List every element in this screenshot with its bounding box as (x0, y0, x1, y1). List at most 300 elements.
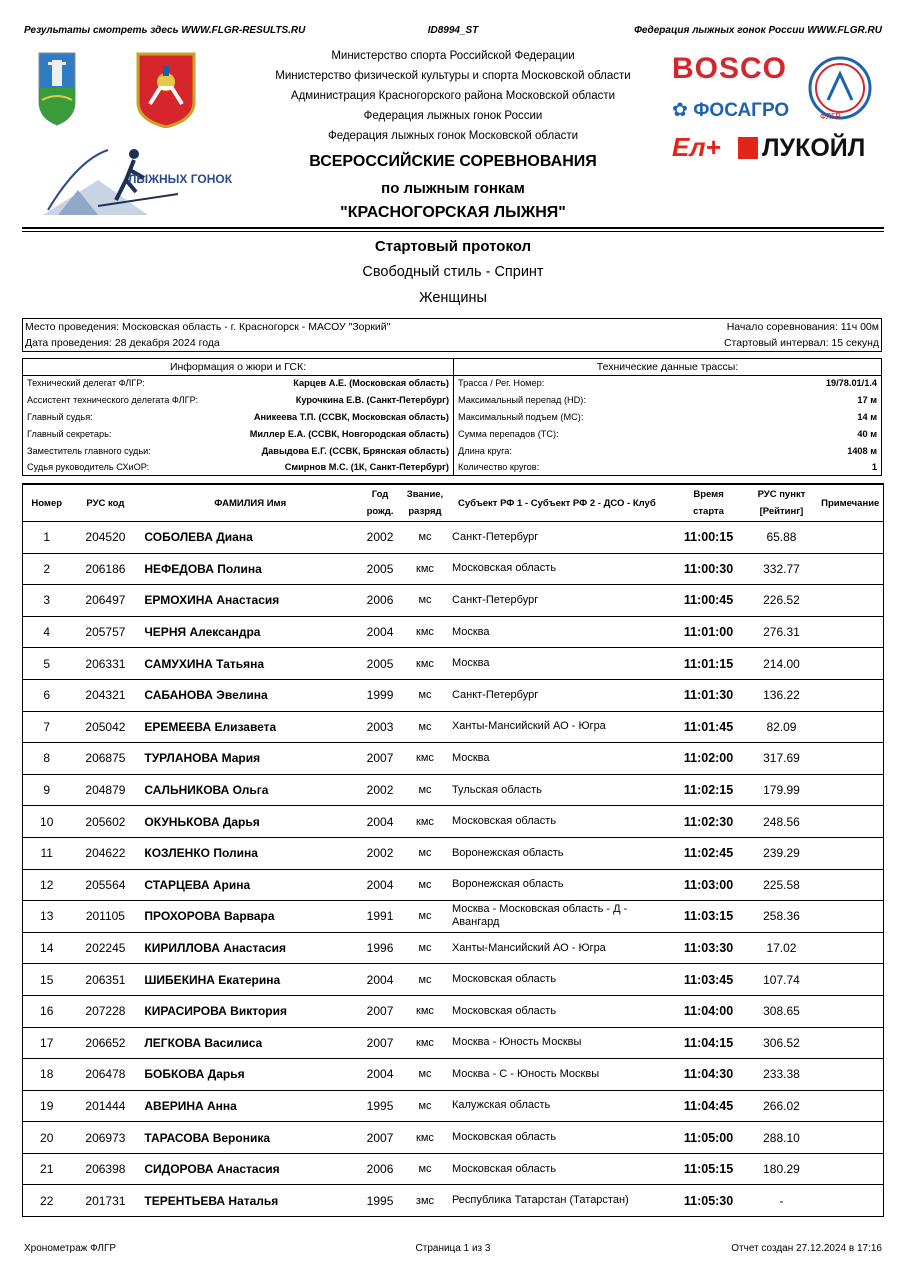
start-time: 11:00:15 (672, 522, 746, 554)
table-header-row (23, 484, 884, 522)
rus-points: 317.69 (746, 743, 818, 775)
venue-info (22, 318, 882, 352)
athlete-name: СИДОРОВА Анастасия (140, 1153, 360, 1185)
jury-role: Технический делегат ФЛГР: (27, 378, 145, 388)
club-region: Московская область (450, 964, 672, 996)
track-param: Трасса / Рег. Номер: (458, 378, 545, 388)
athlete-name: СТАРЦЕВА Арина (140, 869, 360, 901)
page-number: Страница 1 из 3 (415, 1243, 491, 1254)
table-row (23, 1185, 884, 1217)
row-number: 7 (23, 711, 71, 743)
federation-link[interactable]: Федерация лыжных гонок России WWW.FLGR.RU (634, 25, 882, 36)
jury-row (23, 443, 453, 460)
note (817, 743, 883, 775)
table-row (23, 901, 884, 933)
birth-year: 2007 (360, 1027, 400, 1059)
row-number: 3 (23, 585, 71, 617)
track-param: Максимальный подъем (MC): (458, 412, 584, 422)
table-row (23, 743, 884, 775)
note (817, 1027, 883, 1059)
start-time: 11:02:45 (672, 837, 746, 869)
sport-rank: кмс (400, 995, 450, 1027)
row-number: 1 (23, 522, 71, 554)
sport-rank: кмс (400, 743, 450, 775)
sport-rank: мс (400, 1153, 450, 1185)
note (817, 837, 883, 869)
athlete-name: КОЗЛЕНКО Полина (140, 837, 360, 869)
birth-year: 2006 (360, 1153, 400, 1185)
birth-year: 2006 (360, 585, 400, 617)
athlete-name: ЕРМОХИНА Анастасия (140, 585, 360, 617)
rus-code: 207228 (70, 995, 140, 1027)
track-param: Сумма перепадов (TC): (458, 429, 559, 439)
athlete-name: ТАРАСОВА Вероника (140, 1122, 360, 1154)
sport-rank: змс (400, 1185, 450, 1217)
col-points-header (746, 484, 818, 522)
note (817, 774, 883, 806)
table-row (23, 869, 884, 901)
footer-timing: Хронометраж ФЛГР (24, 1243, 117, 1254)
athlete-name: НЕФЕДОВА Полина (140, 553, 360, 585)
sport-rank: кмс (400, 806, 450, 838)
rus-points: 258.36 (746, 901, 818, 933)
track-row (454, 375, 881, 392)
row-number: 20 (23, 1122, 71, 1154)
birth-year: 2004 (360, 869, 400, 901)
rus-points: 65.88 (746, 522, 818, 554)
col-num-header: Номер (23, 484, 71, 522)
birth-year: 2004 (360, 1059, 400, 1091)
start-time: 11:05:00 (672, 1122, 746, 1154)
rus-code: 204879 (70, 774, 140, 806)
rus-code: 206875 (70, 743, 140, 775)
track-row (454, 443, 881, 460)
note (817, 1090, 883, 1122)
birth-year: 1995 (360, 1090, 400, 1122)
track-value: 19/78.01/1.4 (825, 378, 877, 388)
start-time: 11:04:15 (672, 1027, 746, 1059)
row-number: 5 (23, 648, 71, 680)
club-region: Москва (450, 616, 672, 648)
athlete-name: ПРОХОРОВА Варвара (140, 901, 360, 933)
rus-code: 206351 (70, 964, 140, 996)
divider (22, 227, 884, 229)
start-time: 11:04:45 (672, 1090, 746, 1122)
organizer-1: Министерство спорта Российской Федерации (331, 50, 575, 62)
club-region: Тульская область (450, 774, 672, 806)
birth-year: 2004 (360, 964, 400, 996)
jury-person: Смирнов М.С. (1К, Санкт-Петербург) (284, 462, 449, 472)
event-title-1: ВСЕРОССИЙСКИЕ СОРЕВНОВАНИЯ (309, 153, 597, 170)
club-region: Республика Татарстан (Татарстан) (450, 1185, 672, 1217)
club-region: Москва - Юность Москвы (450, 1027, 672, 1059)
start-time: 11:02:00 (672, 743, 746, 775)
jury-row (23, 409, 453, 426)
club-region: Санкт-Петербург (450, 522, 672, 554)
note (817, 806, 883, 838)
col-name-header: ФАМИЛИЯ Имя (140, 484, 360, 522)
rus-code: 206497 (70, 585, 140, 617)
rus-points: 179.99 (746, 774, 818, 806)
row-number: 17 (23, 1027, 71, 1059)
start-time: 11:04:30 (672, 1059, 746, 1091)
row-number: 21 (23, 1153, 71, 1185)
rus-code: 205602 (70, 806, 140, 838)
track-param: Длина круга: (458, 446, 512, 456)
sport-rank: мс (400, 869, 450, 901)
athlete-name: АВЕРИНА Анна (140, 1090, 360, 1122)
sport-rank: мс (400, 964, 450, 996)
club-region: Санкт-Петербург (450, 585, 672, 617)
birth-year: 2003 (360, 711, 400, 743)
rus-points: 226.52 (746, 585, 818, 617)
organizer-2: Министерство физической культуры и спорта Московской области (275, 70, 631, 82)
table-row (23, 522, 884, 554)
sport-rank: мс (400, 774, 450, 806)
track-row (454, 409, 881, 426)
athlete-name: САМУХИНА Татьяна (140, 648, 360, 680)
table-row (23, 616, 884, 648)
club-region: Санкт-Петербург (450, 679, 672, 711)
col-time-header (672, 484, 746, 522)
club-region: Ханты-Мансийский АО - Югра (450, 711, 672, 743)
row-number: 9 (23, 774, 71, 806)
start-time: 11:01:15 (672, 648, 746, 680)
athlete-name: ОКУНЬКОВА Дарья (140, 806, 360, 838)
rus-points: 266.02 (746, 1090, 818, 1122)
rus-code: 201731 (70, 1185, 140, 1217)
start-time: 11:05:15 (672, 1153, 746, 1185)
track-param: Количество кругов: (458, 462, 540, 472)
club-region: Ханты-Мансийский АО - Югра (450, 932, 672, 964)
rus-points: 288.10 (746, 1122, 818, 1154)
sport-rank: кмс (400, 616, 450, 648)
col-time-header-line2: старта (693, 506, 724, 517)
note (817, 553, 883, 585)
club-region: Московская область (450, 553, 672, 585)
rus-code: 206973 (70, 1122, 140, 1154)
club-region: Воронежская область (450, 869, 672, 901)
club-region: Калужская область (450, 1090, 672, 1122)
athlete-name: ЛЕГКОВА Василиса (140, 1027, 360, 1059)
row-number: 12 (23, 869, 71, 901)
rus-points: 233.38 (746, 1059, 818, 1091)
birth-year: 1996 (360, 932, 400, 964)
rus-code: 206186 (70, 553, 140, 585)
rus-points: 107.74 (746, 964, 818, 996)
rus-points: 306.52 (746, 1027, 818, 1059)
note (817, 995, 883, 1027)
table-row (23, 679, 884, 711)
birth-year: 2005 (360, 648, 400, 680)
table-row (23, 1090, 884, 1122)
organizer-3: Администрация Красногорского района Московской области (290, 90, 616, 102)
rus-points: 276.31 (746, 616, 818, 648)
sport-rank: кмс (400, 648, 450, 680)
athlete-name: КИРАСИРОВА Виктория (140, 995, 360, 1027)
col-year-header (360, 484, 400, 522)
col-club-header: Субъект РФ 1 - Субъект РФ 2 - ДСО - Клуб (450, 484, 672, 522)
note (817, 1059, 883, 1091)
note (817, 1185, 883, 1217)
sport-rank: мс (400, 901, 450, 933)
organizer-5: Федерация лыжных гонок Московской области (327, 130, 579, 142)
document-id: ID8994_ST (427, 25, 479, 36)
sport-rank: кмс (400, 553, 450, 585)
protocol-title: Стартовый протокол (374, 238, 532, 255)
table-row (23, 774, 884, 806)
rus-code: 204520 (70, 522, 140, 554)
rus-points: 248.56 (746, 806, 818, 838)
race-gender: Женщины (419, 290, 487, 306)
rus-code: 205757 (70, 616, 140, 648)
phosagro-flower-icon: ✿ (672, 100, 688, 121)
athlete-name: ЧЕРНЯ Александра (140, 616, 360, 648)
jury-person: Давыдова Е.Г. (ССВК, Брянская область) (261, 446, 449, 456)
col-year-header-line1: Год (371, 489, 389, 500)
track-param: Максимальный перепад (HD): (458, 395, 586, 405)
start-list-table (22, 483, 884, 1217)
table-row (23, 585, 884, 617)
birth-year: 2004 (360, 616, 400, 648)
table-row (23, 995, 884, 1027)
birth-year: 2007 (360, 743, 400, 775)
athlete-name: ЕРЕМЕЕВА Елизавета (140, 711, 360, 743)
rus-points: 17.02 (746, 932, 818, 964)
results-link[interactable]: Результаты смотреть здесь WWW.FLGR-RESULTS.RU (24, 25, 306, 36)
rus-points: 308.65 (746, 995, 818, 1027)
venue-date: Дата проведения: 28 декабря 2024 года (25, 337, 220, 349)
row-number: 6 (23, 679, 71, 711)
start-time: 11:03:45 (672, 964, 746, 996)
birth-year: 2002 (360, 774, 400, 806)
note (817, 648, 883, 680)
divider (22, 231, 884, 232)
rus-points: 225.58 (746, 869, 818, 901)
sport-rank: мс (400, 522, 450, 554)
note (817, 1122, 883, 1154)
note (817, 932, 883, 964)
track-value: 1408 м (847, 446, 877, 456)
start-time: 11:01:30 (672, 679, 746, 711)
col-rank-header-line1: Звание, (406, 489, 444, 500)
jury-role: Ассистент технического делегата ФЛГР: (27, 395, 199, 405)
start-time: 11:03:15 (672, 901, 746, 933)
table-row (23, 648, 884, 680)
sport-rank: кмс (400, 1122, 450, 1154)
rus-points: 239.29 (746, 837, 818, 869)
rus-code: 205042 (70, 711, 140, 743)
lukoil-label: ЛУКОЙЛ (762, 134, 866, 162)
track-row (454, 426, 881, 443)
note (817, 711, 883, 743)
birth-year: 2007 (360, 995, 400, 1027)
birth-year: 2002 (360, 522, 400, 554)
track-value: 14 м (857, 412, 877, 422)
jury-row (23, 459, 453, 476)
start-time: 11:01:00 (672, 616, 746, 648)
birth-year: 1995 (360, 1185, 400, 1217)
jury-role: Судья руководитель СХиОР: (27, 462, 150, 472)
sport-rank: мс (400, 679, 450, 711)
sport-rank: мс (400, 1090, 450, 1122)
flgr-label: ФЛГР (820, 112, 841, 121)
jury-row (23, 392, 453, 409)
table-row (23, 837, 884, 869)
jury-header: Информация о жюри и ГСК: (23, 359, 453, 376)
sport-rank: кмс (400, 1027, 450, 1059)
jury-person: Миллер Е.А. (ССВК, Новгородская область) (249, 429, 449, 439)
federation-logo-text: ЛЫЖНЫХ ГОНОК (128, 172, 233, 186)
note (817, 1153, 883, 1185)
table-row (23, 932, 884, 964)
track-row (454, 392, 881, 409)
row-number: 16 (23, 995, 71, 1027)
track-row (454, 459, 881, 476)
athlete-name: САЛЬНИКОВА Ольга (140, 774, 360, 806)
row-number: 14 (23, 932, 71, 964)
athlete-name: БОБКОВА Дарья (140, 1059, 360, 1091)
start-time: 11:00:30 (672, 553, 746, 585)
birth-year: 2005 (360, 553, 400, 585)
jury-role: Главный судья: (27, 412, 93, 422)
start-time: 11:00:45 (672, 585, 746, 617)
col-points-header-line1: РУС пункт (757, 489, 806, 500)
note (817, 585, 883, 617)
athlete-name: САБАНОВА Эвелина (140, 679, 360, 711)
rus-points: 136.22 (746, 679, 818, 711)
col-note-header: Примечание (817, 484, 883, 522)
birth-year: 2002 (360, 837, 400, 869)
athlete-name: ТЕРЕНТЬЕВА Наталья (140, 1185, 360, 1217)
row-number: 11 (23, 837, 71, 869)
note (817, 901, 883, 933)
row-number: 4 (23, 616, 71, 648)
jury-row (23, 426, 453, 443)
start-time: 11:03:30 (672, 932, 746, 964)
phosagro-label: ФОСАГРО (693, 100, 790, 121)
row-number: 13 (23, 901, 71, 933)
sport-rank: мс (400, 1059, 450, 1091)
note (817, 964, 883, 996)
col-code-header: РУС код (70, 484, 140, 522)
jury-and-track-panel (22, 358, 882, 476)
start-time: 11:03:00 (672, 869, 746, 901)
col-rank-header-line2: разряд (408, 506, 442, 517)
start-time: 11:05:30 (672, 1185, 746, 1217)
table-row (23, 1153, 884, 1185)
jury-row (23, 375, 453, 392)
rus-points: 82.09 (746, 711, 818, 743)
note (817, 869, 883, 901)
table-row (23, 553, 884, 585)
start-time: 11:02:15 (672, 774, 746, 806)
col-points-header-line2: [Рейтинг] (759, 506, 804, 517)
jury-role: Заместитель главного судьи: (27, 446, 151, 456)
club-region: Московская область (450, 1122, 672, 1154)
rus-code: 201105 (70, 901, 140, 933)
table-row (23, 806, 884, 838)
club-region: Московская область (450, 995, 672, 1027)
club-region: Воронежская область (450, 837, 672, 869)
athlete-name: СОБОЛЕВА Диана (140, 522, 360, 554)
note (817, 522, 883, 554)
race-style: Свободный стиль - Спринт (362, 264, 544, 280)
track-value: 17 м (857, 395, 877, 405)
venue-place: Место проведения: Московская область - г. Красногорск - МАСОУ "Зоркий" (25, 321, 391, 333)
jury-person: Курочкина Е.В. (Санкт-Петербург) (295, 395, 449, 405)
rus-code: 206652 (70, 1027, 140, 1059)
rus-code: 202245 (70, 932, 140, 964)
jury-person: Карцев А.Е. (Московская область) (293, 378, 449, 388)
table-row (23, 1122, 884, 1154)
start-time: 11:01:45 (672, 711, 746, 743)
event-title-2: по лыжным гонкам (381, 180, 525, 197)
phosagro-logo (672, 99, 789, 122)
birth-year: 2007 (360, 1122, 400, 1154)
birth-year: 2004 (360, 806, 400, 838)
row-number: 8 (23, 743, 71, 775)
col-rank-header (400, 484, 450, 522)
col-time-header-line1: Время (693, 489, 724, 500)
bosco-logo: BOSCO (672, 52, 788, 85)
start-time: 11:02:30 (672, 806, 746, 838)
club-region: Москва (450, 743, 672, 775)
row-number: 18 (23, 1059, 71, 1091)
club-region: Московская область (450, 806, 672, 838)
col-year-header-line2: рожд. (366, 506, 394, 517)
start-interval: Стартовый интервал: 15 секунд (723, 337, 879, 349)
rus-points: 214.00 (746, 648, 818, 680)
organizer-4: Федерация лыжных гонок России (363, 110, 543, 122)
rus-code: 206478 (70, 1059, 140, 1091)
rus-points: 332.77 (746, 553, 818, 585)
sport-rank: мс (400, 932, 450, 964)
rus-code: 206331 (70, 648, 140, 680)
row-number: 10 (23, 806, 71, 838)
club-region: Московская область (450, 1153, 672, 1185)
table-row (23, 1059, 884, 1091)
rus-code: 204622 (70, 837, 140, 869)
start-time: 11:04:00 (672, 995, 746, 1027)
club-region: Москва - Московская область - Д - Авангард (450, 901, 672, 933)
note (817, 616, 883, 648)
sport-rank: мс (400, 711, 450, 743)
row-number: 2 (23, 553, 71, 585)
jury-role: Главный секретарь: (27, 429, 112, 439)
start-time: Начало соревнования: 11ч 00м (726, 321, 879, 333)
birth-year: 1999 (360, 679, 400, 711)
athlete-name: ТУРЛАНОВА Мария (140, 743, 360, 775)
club-region: Москва - С - Юность Москвы (450, 1059, 672, 1091)
track-value: 40 м (857, 429, 877, 439)
report-created: Отчет создан 27.12.2024 в 17:16 (731, 1243, 882, 1254)
row-number: 15 (23, 964, 71, 996)
jury-person: Аникеева Т.П. (ССВК, Московская область) (253, 412, 449, 422)
table-row (23, 964, 884, 996)
eplus-logo: Ел+ (672, 132, 721, 162)
birth-year: 1991 (360, 901, 400, 933)
athlete-name: ШИБЕКИНА Екатерина (140, 964, 360, 996)
sport-rank: мс (400, 837, 450, 869)
track-header: Технические данные трассы: (454, 359, 881, 376)
rus-code: 206398 (70, 1153, 140, 1185)
rus-points: - (746, 1185, 818, 1217)
event-title-3: "КРАСНОГОРСКАЯ ЛЫЖНЯ" (340, 204, 566, 221)
club-region: Москва (450, 648, 672, 680)
table-row (23, 711, 884, 743)
row-number: 19 (23, 1090, 71, 1122)
